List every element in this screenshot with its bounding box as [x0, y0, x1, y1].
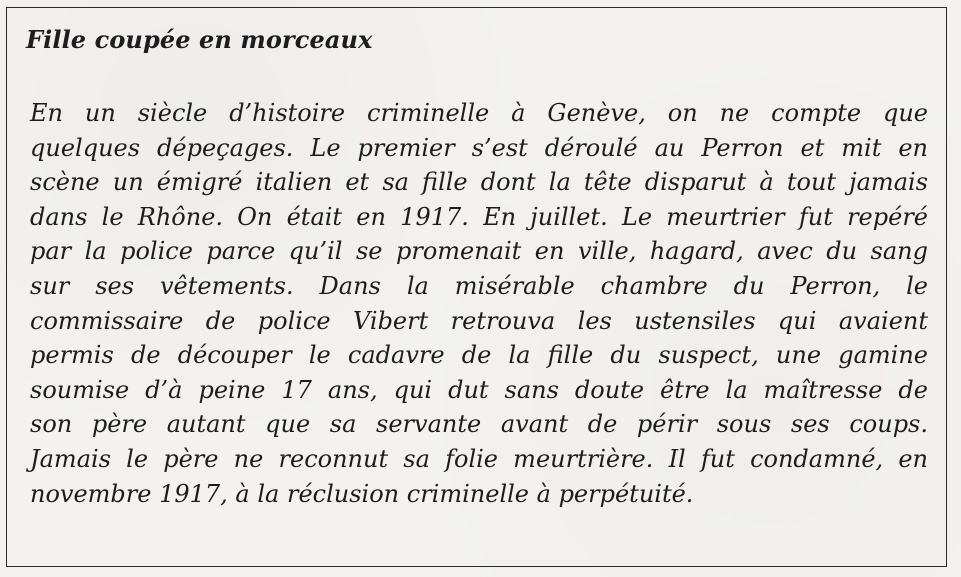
- paragraph-line: par la police parce qu’il se promenait en ville, hagard, avec du sang: [30, 237, 928, 266]
- paragraph-line: Jamais le père ne reconnut sa folie meurtrière. Il fut condamné, en: [30, 444, 928, 473]
- paragraph-line: quelques dépeçages. Le premier s’est déroulé au Perron et mit en: [30, 133, 928, 162]
- paragraph-line: En un siècle d’histoire criminelle à Genève, on ne compte que: [30, 99, 928, 127]
- document-title: Fille coupée en morceaux: [26, 25, 373, 54]
- paragraph-line: soumise d’à peine 17 ans, qui dut sans doute être la maîtresse de: [30, 375, 928, 404]
- paragraph-line: commissaire de police Vibert retrouva les ustensiles qui avaient: [30, 306, 928, 335]
- paragraph-line: son père autant que sa servante avant de périr sous ses coups.: [30, 410, 928, 439]
- paragraph-line: dans le Rhône. On était en 1917. En juillet. Le meurtrier fut repéré: [30, 202, 928, 231]
- paragraph-line: scène un émigré italien et sa fille dont la tête disparut à tout jamais: [30, 168, 928, 197]
- body-paragraph: [30, 96, 928, 511]
- paragraph-line: permis de découper le cadavre de la fille du suspect, une gamine: [30, 341, 928, 370]
- paragraph-line: sur ses vêtements. Dans la misérable chambre du Perron, le: [30, 271, 928, 300]
- paragraph-line: novembre 1917, à la réclusion criminelle à perpétuité.: [30, 479, 694, 508]
